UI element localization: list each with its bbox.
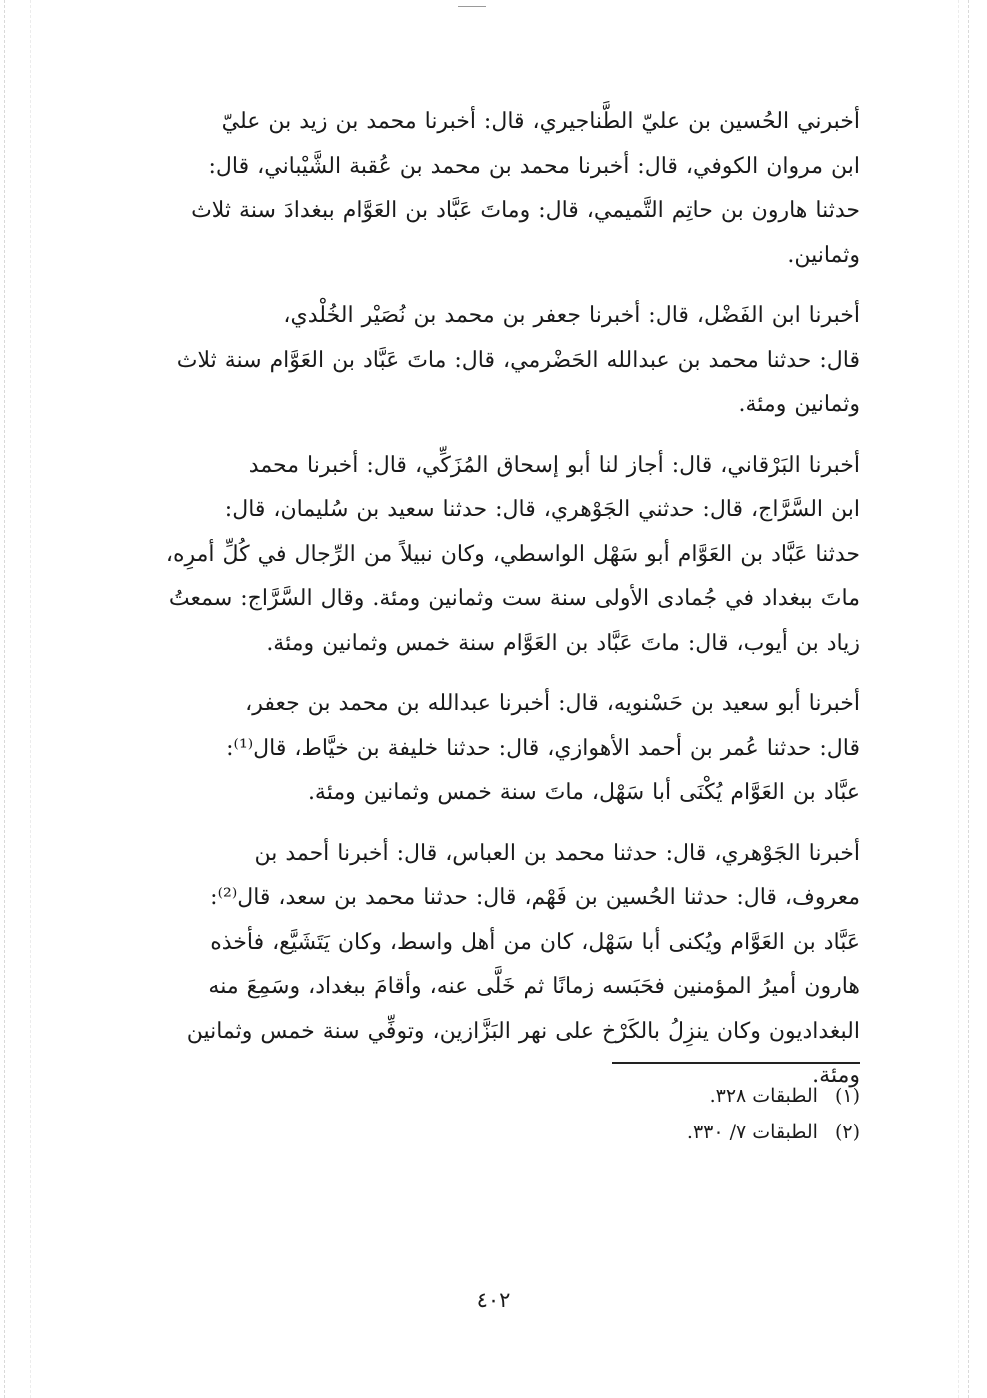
scan-edge-left — [4, 0, 5, 1398]
footnotes — [560, 1078, 860, 1150]
text-line: زياد بن أيوب، قال: ماتَ عَبَّاد بن العَوَّام سنة خمس وثمانين ومئة. — [266, 630, 860, 656]
text-line: قال: حدثنا محمد بن عبدالله الحَضْرمي، قال: ماتَ عَبَّاد بن العَوَّام سنة ثلاث — [176, 347, 860, 373]
footnote-2 — [560, 1114, 860, 1150]
text-line: حدثنا هارون بن حاتِم التَّميمي، قال: وماتَ عَبَّاد بن العَوَّام ببغدادَ سنة ثلاث — [191, 198, 860, 223]
text-line: ومئة. — [812, 1063, 860, 1088]
text-line: هارون أميرُ المؤمنين فحَبَسه زمانًا ثم خَلَّى عنه، وأقامَ ببغداد، وسَمِعَ منه — [208, 974, 860, 999]
paragraph-3 — [132, 444, 860, 667]
text-line: عَبَّاد بن العَوَّام ويُكنى أبا سَهْل، كان من أهل واسط، وكان يَتَشَيَّع، فأخذه — [210, 929, 860, 955]
text-line: أخبرنا ابن الفَضْل، قال: أخبرنا جعفر بن محمد بن نُصَيْر الخُلْدي، — [283, 303, 860, 328]
paragraph-4 — [132, 682, 860, 816]
footnote-text: الطبقات ٧/ ٣٣٠. — [686, 1121, 818, 1143]
paragraph-5 — [132, 832, 860, 1099]
footnote-divider — [612, 1062, 860, 1064]
footnote-number: (٢) — [834, 1121, 860, 1143]
text-line: ابن السَّرَّاج، قال: حدثني الجَوْهري، قال: حدثنا سعيد بن سُليمان، قال: — [224, 497, 860, 522]
scan-mark-top — [458, 6, 486, 7]
text-line: أخبرني الحُسين بن عليّ الطَّناجيري، قال: أخبرنا محمد بن زيد بن عليّ — [221, 109, 860, 134]
footnote-number: (١) — [834, 1085, 860, 1107]
footnote-text: الطبقات ٣٢٨. — [709, 1085, 818, 1107]
text-line: وثمانين ومئة. — [738, 392, 860, 417]
page-number: ٤٠٢ — [476, 1288, 511, 1312]
text-line: أخبرنا الجَوْهري، قال: حدثنا محمد بن العباس، قال: أخبرنا أحمد بن — [254, 840, 860, 866]
text-line: عبَّاد بن العَوَّام يُكْنَى أبا سَهْل، ماتَ سنة خمس وثمانين ومئة. — [307, 780, 860, 805]
scan-edge-left-inner — [30, 0, 31, 1398]
text-line: قال: حدثنا عُمر بن أحمد الأهوازي، قال: حدثنا خليفة بن خيَّاط، قال⁽¹⁾: — [226, 735, 860, 761]
text-line: وثمانين. — [787, 242, 860, 268]
text-line: البغداديون وكان ينزِلُ بالكَرْخ على نهر البَزَّازين، وتوفِّي سنة خمس وثمانين — [186, 1018, 860, 1044]
text-line: ابن مروان الكوفي، قال: أخبرنا محمد بن محمد بن عُقبة الشَّيْباني، قال: — [208, 153, 860, 179]
scan-edge-right — [968, 0, 969, 1398]
paragraph-2 — [132, 294, 860, 428]
text-line: معروف، قال: حدثنا الحُسين بن فَهْم، قال: حدثنا محمد بن سعد، قال⁽²⁾: — [210, 885, 860, 910]
text-line: أخبرنا أبو سعيد بن حَسْنويه، قال: أخبرنا عبدالله بن محمد بن جعفر، — [245, 691, 860, 716]
footnote-1 — [560, 1078, 860, 1114]
text-line: أخبرنا البَرْقاني، قال: أجاز لنا أبو إسحاق المُزَكِّي، قال: أخبرنا محمد — [248, 452, 860, 478]
scan-edge-right-inner — [958, 0, 959, 1398]
page-body — [132, 100, 860, 1115]
paragraph-1 — [132, 100, 860, 278]
text-line: حدثنا عَبَّاد بن العَوَّام أبو سَهْل الواسطي، وكان نبيلاً من الرِّجال في كُلِّ أمرِه، — [165, 541, 860, 567]
text-line: ماتَ ببغداد في جُمادى الأولى سنة ست وثمانين ومئة. وقال السَّرَّاج: سمعتُ — [168, 586, 860, 611]
